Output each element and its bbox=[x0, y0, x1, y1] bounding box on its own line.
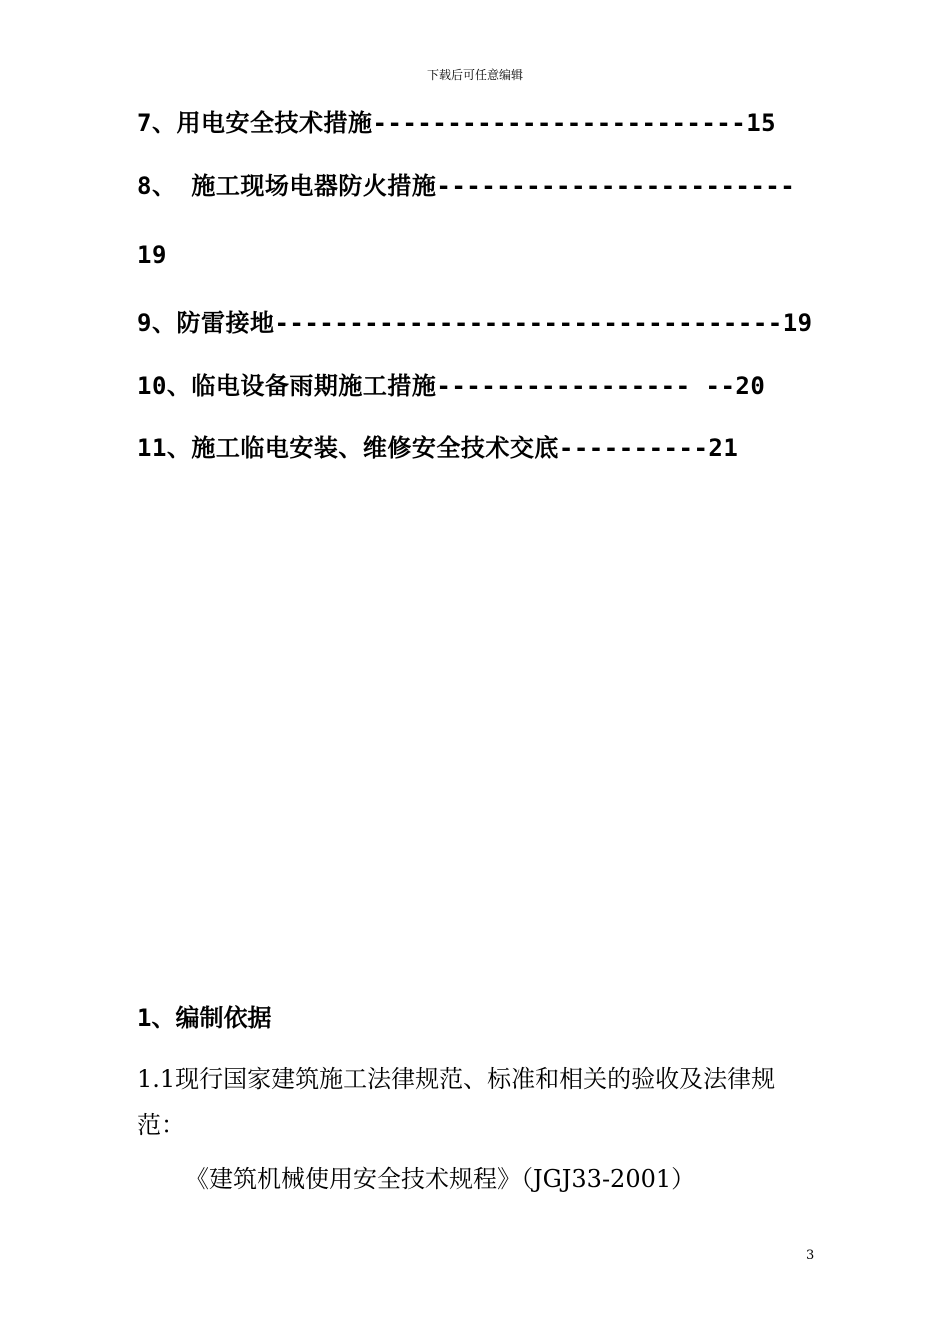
toc-item-8-page bbox=[137, 241, 167, 269]
toc-item-page: 19 bbox=[137, 241, 167, 269]
toc-item-leader: ------------------------ bbox=[436, 172, 796, 200]
toc-item-title: 9、防雷接地 bbox=[137, 309, 275, 337]
toc-item-leader: ----------------- -- bbox=[436, 372, 736, 400]
reference-item: 《建筑机械使用安全技术规程》（JGJ33-2001） bbox=[185, 1165, 696, 1193]
toc-item-leader: ---------- bbox=[558, 434, 709, 462]
toc-item-leader: ---------------------------------- bbox=[274, 309, 783, 337]
toc-item-title: 7、用电安全技术措施 bbox=[137, 109, 373, 137]
toc-item-8 bbox=[137, 166, 795, 201]
toc-item-10 bbox=[137, 366, 765, 401]
page-number: 3 bbox=[806, 1248, 815, 1263]
toc-item-page: 15 bbox=[746, 109, 777, 137]
toc-item-title: 11、施工临电安装、维修安全技术交底 bbox=[137, 434, 559, 462]
toc-item-title: 10、临电设备雨期施工措施 bbox=[137, 372, 437, 400]
toc-item-title: 8、 施工现场电器防火措施 bbox=[137, 172, 437, 200]
toc-item-page: 19 bbox=[782, 309, 813, 337]
toc-item-11 bbox=[137, 428, 738, 463]
paragraph-1-1: 1.1现行国家建筑施工法律规范、标准和相关的验收及法律规范： bbox=[137, 1065, 776, 1139]
toc-item-9 bbox=[137, 303, 813, 338]
toc-item-leader: ------------------------- bbox=[372, 109, 747, 137]
header-note: 下载后可任意编辑 bbox=[426, 68, 523, 82]
toc-item-page: 21 bbox=[708, 434, 739, 462]
section-heading: 1、编制依据 bbox=[137, 1004, 272, 1032]
toc-item-7 bbox=[137, 103, 776, 138]
toc-item-page: 20 bbox=[735, 372, 766, 400]
